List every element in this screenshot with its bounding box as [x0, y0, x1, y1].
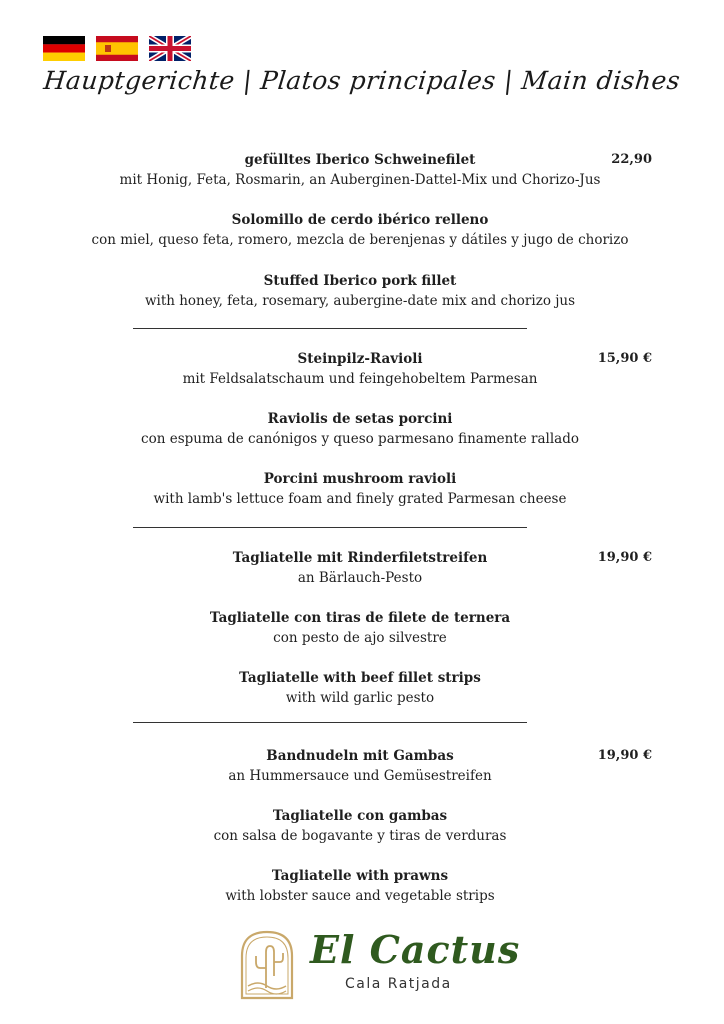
dish-description: con salsa de bogavante y tiras de verduras [213, 828, 507, 844]
dish-description: con pesto de ajo silvestre [273, 630, 447, 646]
dish-name: Bandnudeln mit Gambas [266, 748, 454, 764]
price-beef-tagliatelle: 19,90 € [597, 550, 652, 565]
page-title: Hauptgerichte | Platos principales | Main dishes [42, 66, 682, 95]
price-prawn-tagliatelle: 19,90 € [597, 748, 652, 763]
spain-flag-icon[interactable] [96, 36, 138, 61]
language-flags [43, 36, 191, 61]
cactus-arch-logo-icon [236, 928, 298, 1000]
dish-name: Tagliatelle con tiras de filete de ternera [209, 610, 511, 626]
menu-item-spanish [40, 806, 680, 846]
dish-name: Porcini mushroom ravioli [263, 471, 457, 487]
menu-item-english [40, 469, 680, 509]
dish-description: with lamb's lettuce foam and finely grated Parmesan cheese [153, 491, 567, 507]
dish-name: Tagliatelle con gambas [272, 808, 448, 824]
section-divider [133, 527, 527, 528]
dish-description: with honey, feta, rosemary, aubergine-date mix and chorizo jus [144, 293, 576, 309]
dish-description: mit Honig, Feta, Rosmarin, an Auberginen-Dattel-Mix und Chorizo-Jus [119, 172, 601, 188]
menu-item-german [40, 746, 680, 786]
menu-item-english [40, 271, 680, 311]
menu-item-english [40, 668, 680, 708]
section-divider [133, 722, 527, 723]
menu-item-spanish [40, 608, 680, 648]
section-divider [133, 328, 527, 329]
dish-name: Solomillo de cerdo ibérico relleno [231, 212, 489, 228]
dish-name: gefülltes Iberico Schweinefilet [244, 152, 476, 168]
dish-name: Tagliatelle mit Rinderfiletstreifen [232, 550, 488, 566]
dish-description: con miel, queso feta, romero, mezcla de berenjenas y dátiles y jugo de chorizo [91, 232, 629, 248]
menu-item-german [40, 349, 680, 389]
dish-name: Tagliatelle with beef fillet strips [239, 670, 481, 686]
germany-flag-icon[interactable] [43, 36, 85, 61]
dish-description: with wild garlic pesto [285, 690, 435, 706]
dish-name: Tagliatelle with prawns [271, 868, 449, 884]
menu-item-german [40, 150, 680, 190]
menu-item-german [40, 548, 680, 588]
dish-description: an Hummersauce und Gemüsestreifen [228, 768, 492, 784]
menu-item-spanish [40, 210, 680, 250]
price-pork-fillet: 22,90 [611, 152, 652, 167]
brand-location: Cala Ratjada [345, 976, 452, 992]
price-ravioli: 15,90 € [597, 351, 652, 366]
dish-name: Raviolis de setas porcini [267, 411, 453, 427]
menu-item-spanish [40, 409, 680, 449]
dish-name: Steinpilz-Ravioli [297, 351, 423, 367]
uk-flag-icon[interactable] [149, 36, 191, 61]
dish-description: with lobster sauce and vegetable strips [225, 888, 495, 904]
dish-name: Stuffed Iberico pork fillet [263, 273, 457, 289]
menu-item-english [40, 866, 680, 906]
brand-name: El Cactus [310, 927, 521, 972]
dish-description: mit Feldsalatschaum und feingehobeltem Parmesan [182, 371, 538, 387]
dish-description: con espuma de canónigos y queso parmesano finamente rallado [141, 431, 579, 447]
dish-description: an Bärlauch-Pesto [297, 570, 423, 586]
